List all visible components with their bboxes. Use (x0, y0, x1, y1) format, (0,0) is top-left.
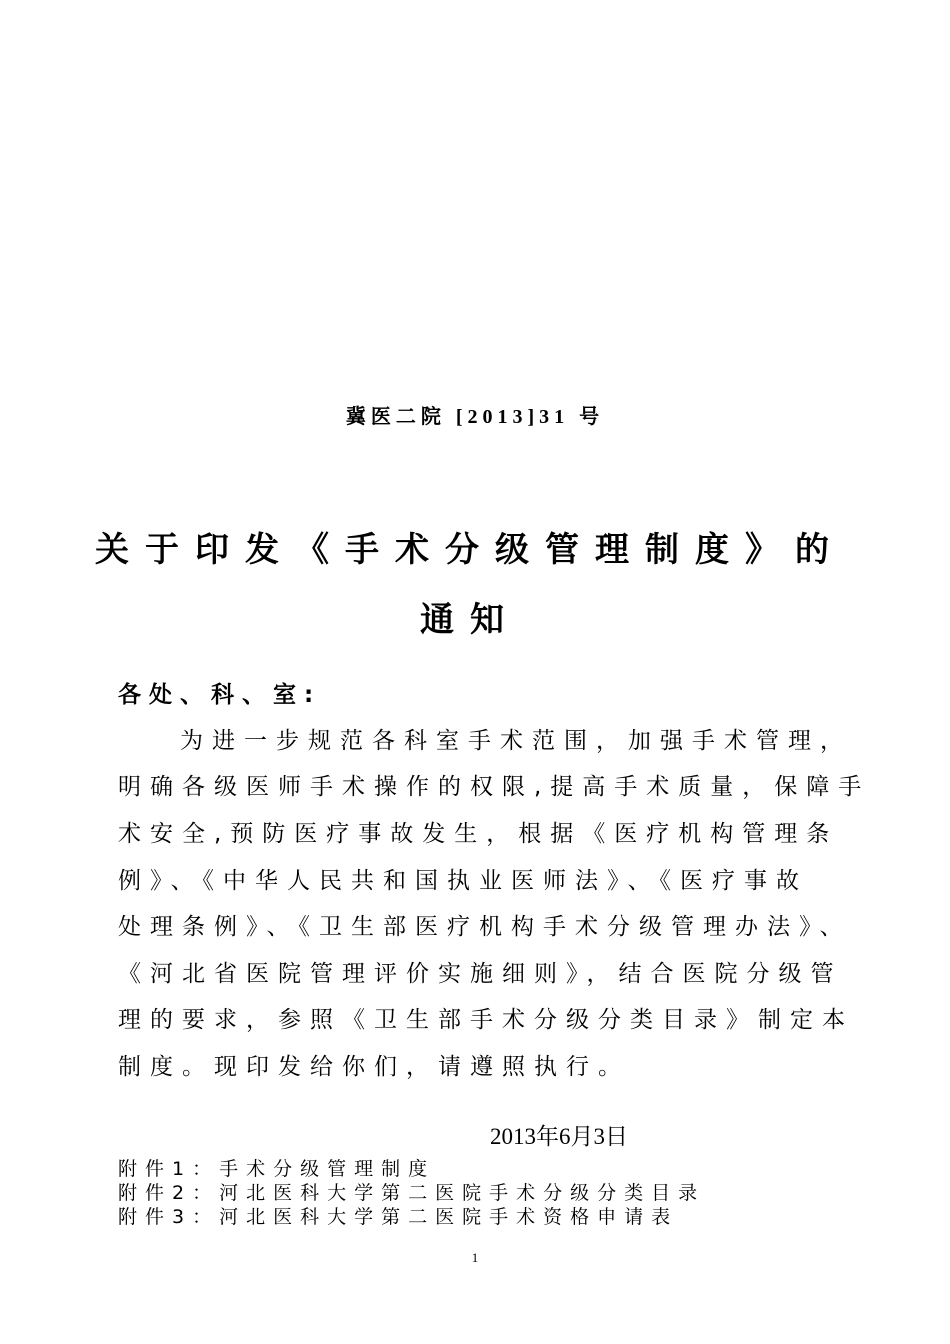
body-line: 术安全,预防医疗事故发生，根据《医疗机构管理条 (118, 821, 839, 847)
document-title-line-1: 关于印发《手术分级管理制度》的 (95, 530, 845, 570)
attachment-item: 附件2：河北医科大学第二医院手术分级分类目录 (118, 1182, 706, 1204)
attachment-item: 附件3：河北医科大学第二医院手术资格申请表 (118, 1206, 679, 1228)
issue-date: 2013年6月3日 (490, 1124, 628, 1149)
body-line: 制度。现印发给你们，请遵照执行。 (118, 1054, 630, 1080)
body-line: 《河北省医院管理评价实施细则》，结合医院分级管 (118, 961, 843, 987)
document-title-line-2: 通知 (420, 600, 520, 640)
attachment-item: 附件1：手术分级管理制度 (118, 1158, 436, 1180)
salutation: 各处、科、室: (118, 682, 322, 708)
body-line: 明确各级医师手术操作的权限,提高手术质量，保障手 (118, 774, 871, 800)
body-line: 理的要求，参照《卫生部手术分级分类目录》制定本 (118, 1007, 854, 1033)
document-number: 冀医二院 [2013]31 号 (345, 406, 605, 428)
body-line: 例》、《中华人民共和国执业医师法》、《医疗事故 (118, 868, 808, 894)
body-line: 为进一步规范各科室手术范围，加强手术管理， (180, 728, 852, 754)
body-line: 处理条例》、《卫生部医疗机构手术分级管理办法》、 (118, 914, 852, 940)
page-number: 1 (471, 1250, 479, 1265)
